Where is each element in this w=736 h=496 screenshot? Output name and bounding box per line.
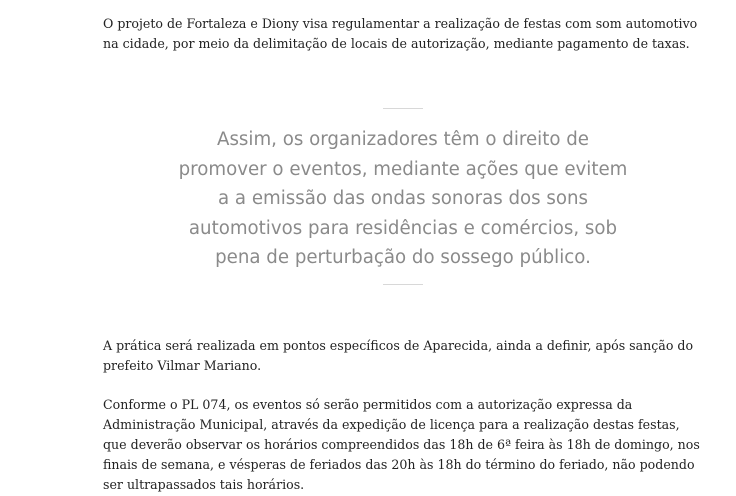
article-paragraph: O projeto de Fortaleza e Diony visa regulamentar a realização de festas com som automotivo na cidade, por meio da delimitação de locais de autorização, mediante pagamento de taxas. <box>103 16 698 51</box>
quote-divider-top <box>383 108 423 109</box>
quote-divider-bottom <box>383 284 423 285</box>
article-paragraph: A prática será realizada em pontos específicos de Aparecida, ainda a definir, após sanção do prefeito Vilmar Mariano. <box>103 338 694 373</box>
article-paragraph: Conforme o PL 074, os eventos só serão permitidos com a autorização expressa da Administração Municipal, através da expedição de licença para a realização destas festas, que deverão observar os horários compreendidos das 18h de 6ª feira às 18h de domingo, nos finais de semana, e vésperas de feriados das 20h às 18h do término do feriado, não podendo ser ultrapassados tais horários. <box>103 397 700 492</box>
pull-quote-block <box>103 108 703 268</box>
pull-quote-text: Assim, os organizadores têm o direito de promover o eventos, mediante ações que evitem a a emissão das ondas sonoras dos sons automotivos para residências e comércios, sob pena de perturbação do sossego público. <box>178 129 628 268</box>
